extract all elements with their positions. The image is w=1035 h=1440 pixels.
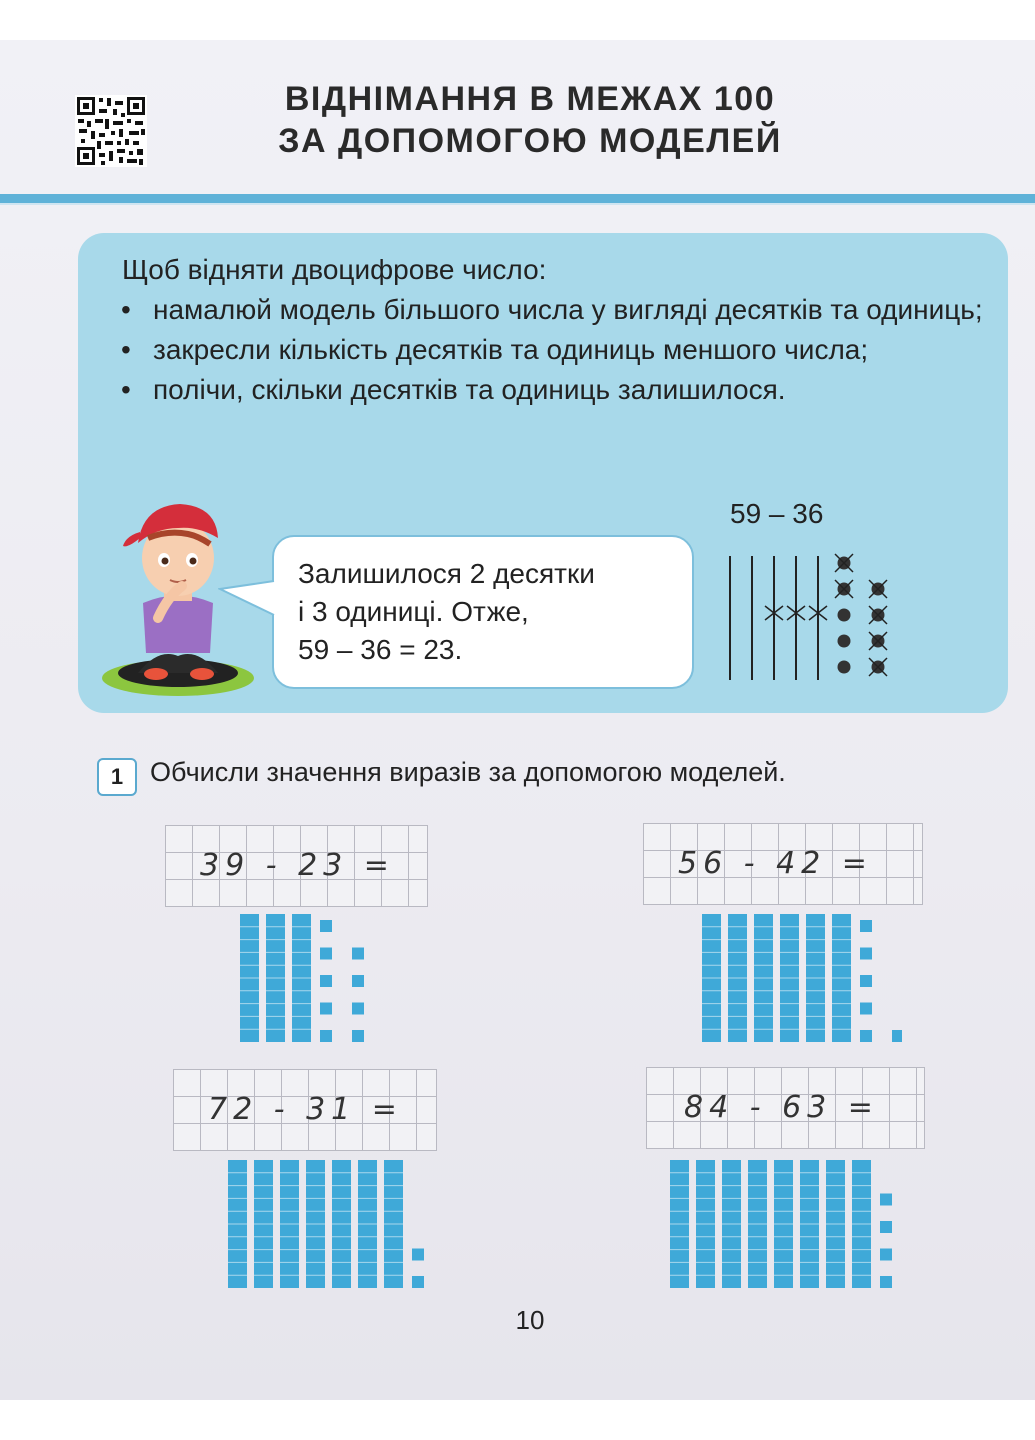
one-cube	[892, 1030, 902, 1042]
ten-rod	[358, 1160, 377, 1288]
ten-rod	[228, 1160, 247, 1288]
handwritten-expression: 39 - 23 =	[200, 848, 395, 883]
one-cube	[860, 975, 872, 987]
one-cube	[412, 1276, 424, 1288]
one-cube	[320, 1003, 332, 1015]
ten-rod	[696, 1160, 715, 1288]
base-ten-blocks	[240, 912, 400, 1047]
one-cube	[860, 1003, 872, 1015]
qr-code	[75, 95, 147, 167]
speech-line: Залишилося 2 десятки	[298, 558, 595, 589]
workbook-page	[0, 40, 1035, 1400]
speech-line: і 3 одиниці. Отже,	[298, 596, 529, 627]
ten-rod	[280, 1160, 299, 1288]
one-cube	[320, 920, 332, 932]
one-cube	[320, 975, 332, 987]
ten-rod	[266, 914, 285, 1042]
exercise-number: 1	[97, 758, 137, 796]
one-cube	[352, 1003, 364, 1015]
ten-rod	[702, 914, 721, 1042]
one-cube	[320, 1030, 332, 1042]
ten-rod	[826, 1160, 845, 1288]
ten-rod	[240, 914, 259, 1042]
one-dot	[838, 635, 851, 648]
ten-rod	[800, 1160, 819, 1288]
one-cube	[320, 948, 332, 960]
ten-rod	[754, 914, 773, 1042]
one-cube	[880, 1249, 892, 1261]
example-expression: 59 – 36	[730, 498, 824, 529]
one-cube	[860, 948, 872, 960]
ten-rod	[780, 914, 799, 1042]
ten-rod	[748, 1160, 767, 1288]
one-cube	[880, 1276, 892, 1288]
rule-step: • полічи, скільки десятків та одиниць залишилося.	[115, 370, 985, 410]
base-ten-blocks	[670, 1158, 910, 1293]
handwritten-expression: 84 - 63 =	[684, 1090, 879, 1125]
speech-line: 59 – 36 = 23.	[298, 634, 463, 665]
rule-step: • намалюй модель більшого числа у вигляді десятків та одиниць;	[115, 290, 985, 330]
one-cube	[860, 920, 872, 932]
title-line-2: ЗА ДОПОМОГОЮ МОДЕЛЕЙ	[278, 122, 782, 160]
speech-text	[298, 555, 595, 669]
ten-rod	[384, 1160, 403, 1288]
one-cube	[352, 1030, 364, 1042]
page-number: 10	[515, 1305, 545, 1335]
ten-rod	[774, 1160, 793, 1288]
ten-rod	[728, 914, 747, 1042]
one-cube	[880, 1194, 892, 1206]
handwritten-expression: 56 - 42 =	[678, 846, 873, 881]
one-cube	[860, 1030, 872, 1042]
one-cube	[352, 975, 364, 987]
ten-rod	[306, 1160, 325, 1288]
ten-rod	[852, 1160, 871, 1288]
rule-intro: Щоб відняти двоцифрове число:	[122, 254, 547, 285]
header-divider-shadow	[0, 203, 1035, 205]
ten-rod	[832, 914, 851, 1042]
page-title	[170, 78, 890, 162]
ten-rod	[806, 914, 825, 1042]
one-cube	[880, 1221, 892, 1233]
one-dot	[838, 609, 851, 622]
ten-rod	[722, 1160, 741, 1288]
rule-steps	[115, 290, 985, 410]
model-59-minus-36	[720, 548, 900, 688]
handwritten-expression: 72 - 31 =	[208, 1092, 403, 1127]
one-cube	[352, 948, 364, 960]
ten-rod	[670, 1160, 689, 1288]
one-dot	[838, 661, 851, 674]
exercise-instruction: Обчисли значення виразів за допомогою моделей.	[150, 757, 786, 787]
ten-rod	[292, 914, 311, 1042]
one-cube	[412, 1249, 424, 1261]
ten-rod	[254, 1160, 273, 1288]
header-divider	[0, 194, 1035, 203]
ten-rod	[332, 1160, 351, 1288]
title-line-1: ВІДНІМАННЯ В МЕЖАХ 100	[284, 80, 776, 118]
base-ten-blocks	[228, 1158, 428, 1293]
base-ten-blocks	[702, 912, 902, 1047]
rule-step: • закресли кількість десятків та одиниць меншого числа;	[115, 330, 985, 370]
speech-bubble-tail	[218, 575, 276, 625]
